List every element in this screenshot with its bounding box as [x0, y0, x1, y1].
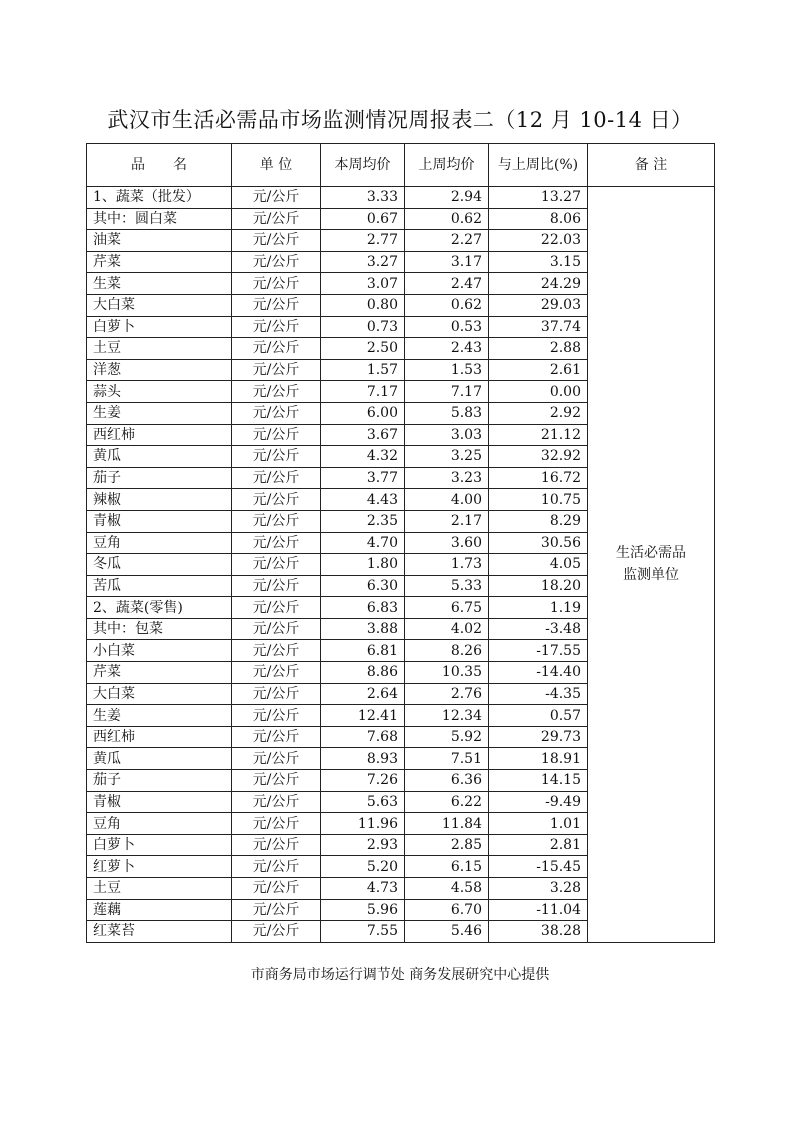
cell-last-week: 7.51 [405, 748, 489, 770]
cell-unit: 元/公斤 [232, 770, 321, 792]
cell-change: -17.55 [489, 640, 588, 662]
table-header-row [87, 144, 715, 187]
cell-this-week: 5.63 [321, 791, 405, 813]
cell-this-week: 5.20 [321, 856, 405, 878]
cell-unit: 元/公斤 [232, 813, 321, 835]
cell-change: -11.04 [489, 899, 588, 921]
cell-unit: 元/公斤 [232, 856, 321, 878]
cell-this-week: 6.00 [321, 402, 405, 424]
cell-name: 1、蔬菜（批发） [87, 187, 232, 209]
cell-unit: 元/公斤 [232, 187, 321, 209]
cell-last-week: 2.94 [405, 187, 489, 209]
cell-unit: 元/公斤 [232, 748, 321, 770]
cell-last-week: 2.43 [405, 338, 489, 360]
cell-unit: 元/公斤 [232, 294, 321, 316]
report-title: 武汉市生活必需品市场监测情况周报表二（12 月 10-14 日） [107, 108, 693, 132]
cell-unit: 元/公斤 [232, 316, 321, 338]
cell-last-week: 11.84 [405, 813, 489, 835]
cell-last-week: 3.60 [405, 532, 489, 554]
cell-change: 4.05 [489, 554, 588, 576]
cell-last-week: 0.53 [405, 316, 489, 338]
cell-change: 8.06 [489, 208, 588, 230]
cell-change: -15.45 [489, 856, 588, 878]
cell-name: 茄子 [87, 467, 232, 489]
cell-change: 8.29 [489, 510, 588, 532]
cell-unit: 元/公斤 [232, 446, 321, 468]
cell-this-week: 4.32 [321, 446, 405, 468]
cell-name: 其中：包菜 [87, 618, 232, 640]
cell-this-week: 7.55 [321, 921, 405, 943]
cell-unit: 元/公斤 [232, 662, 321, 684]
cell-this-week: 7.17 [321, 381, 405, 403]
cell-change: 2.81 [489, 834, 588, 856]
cell-unit: 元/公斤 [232, 338, 321, 360]
cell-name: 大白菜 [87, 683, 232, 705]
cell-this-week: 3.67 [321, 424, 405, 446]
cell-last-week: 10.35 [405, 662, 489, 684]
cell-name: 黄瓜 [87, 446, 232, 468]
cell-last-week: 0.62 [405, 208, 489, 230]
cell-last-week: 2.47 [405, 273, 489, 295]
cell-unit: 元/公斤 [232, 726, 321, 748]
cell-change: 2.88 [489, 338, 588, 360]
cell-this-week: 4.43 [321, 489, 405, 511]
cell-name: 青椒 [87, 791, 232, 813]
cell-name: 大白菜 [87, 294, 232, 316]
cell-name: 豆角 [87, 532, 232, 554]
header-change: 与上周比(%) [489, 144, 588, 187]
cell-name: 冬瓜 [87, 554, 232, 576]
cell-unit: 元/公斤 [232, 554, 321, 576]
cell-last-week: 1.53 [405, 359, 489, 381]
cell-this-week: 5.96 [321, 899, 405, 921]
cell-last-week: 5.83 [405, 402, 489, 424]
cell-this-week: 4.73 [321, 878, 405, 900]
cell-name: 西红柿 [87, 726, 232, 748]
cell-name: 红菜苔 [87, 921, 232, 943]
cell-name: 辣椒 [87, 489, 232, 511]
cell-name: 苦瓜 [87, 575, 232, 597]
cell-unit: 元/公斤 [232, 683, 321, 705]
cell-change: 1.01 [489, 813, 588, 835]
cell-unit: 元/公斤 [232, 424, 321, 446]
cell-last-week: 2.17 [405, 510, 489, 532]
cell-change: 16.72 [489, 467, 588, 489]
cell-change: 30.56 [489, 532, 588, 554]
cell-last-week: 12.34 [405, 705, 489, 727]
cell-unit: 元/公斤 [232, 618, 321, 640]
cell-this-week: 0.73 [321, 316, 405, 338]
header-unit: 单 位 [232, 144, 321, 187]
cell-unit: 元/公斤 [232, 834, 321, 856]
cell-this-week: 0.67 [321, 208, 405, 230]
cell-this-week: 3.88 [321, 618, 405, 640]
cell-change: 2.61 [489, 359, 588, 381]
cell-this-week: 7.68 [321, 726, 405, 748]
cell-name: 洋葱 [87, 359, 232, 381]
cell-name: 白萝卜 [87, 316, 232, 338]
cell-change: 38.28 [489, 921, 588, 943]
header-name: 品 名 [87, 144, 232, 187]
cell-change: 29.03 [489, 294, 588, 316]
cell-unit: 元/公斤 [232, 705, 321, 727]
cell-this-week: 6.81 [321, 640, 405, 662]
cell-unit: 元/公斤 [232, 467, 321, 489]
cell-change: 3.15 [489, 251, 588, 273]
cell-this-week: 6.83 [321, 597, 405, 619]
cell-change: 14.15 [489, 770, 588, 792]
cell-unit: 元/公斤 [232, 402, 321, 424]
cell-this-week: 1.80 [321, 554, 405, 576]
cell-change: 29.73 [489, 726, 588, 748]
cell-this-week: 1.57 [321, 359, 405, 381]
cell-last-week: 5.33 [405, 575, 489, 597]
cell-last-week: 3.23 [405, 467, 489, 489]
cell-last-week: 8.26 [405, 640, 489, 662]
cell-change: 0.00 [489, 381, 588, 403]
cell-name: 青椒 [87, 510, 232, 532]
cell-change: 37.74 [489, 316, 588, 338]
cell-name: 其中：圆白菜 [87, 208, 232, 230]
cell-this-week: 3.27 [321, 251, 405, 273]
cell-this-week: 3.33 [321, 187, 405, 209]
cell-name: 茄子 [87, 770, 232, 792]
cell-last-week: 7.17 [405, 381, 489, 403]
cell-this-week: 7.26 [321, 770, 405, 792]
cell-name: 芹菜 [87, 251, 232, 273]
cell-name: 土豆 [87, 338, 232, 360]
cell-change: -9.49 [489, 791, 588, 813]
cell-change: 1.19 [489, 597, 588, 619]
cell-name: 小白菜 [87, 640, 232, 662]
cell-last-week: 0.62 [405, 294, 489, 316]
cell-last-week: 2.27 [405, 230, 489, 252]
cell-this-week: 0.80 [321, 294, 405, 316]
cell-last-week: 6.70 [405, 899, 489, 921]
header-this-week: 本周均价 [321, 144, 405, 187]
cell-name: 油菜 [87, 230, 232, 252]
cell-last-week: 5.92 [405, 726, 489, 748]
cell-last-week: 6.75 [405, 597, 489, 619]
cell-unit: 元/公斤 [232, 899, 321, 921]
table-body [87, 187, 715, 943]
cell-unit: 元/公斤 [232, 208, 321, 230]
cell-name: 蒜头 [87, 381, 232, 403]
cell-this-week: 4.70 [321, 532, 405, 554]
cell-name: 土豆 [87, 878, 232, 900]
cell-name: 芹菜 [87, 662, 232, 684]
cell-this-week: 11.96 [321, 813, 405, 835]
cell-change: 2.92 [489, 402, 588, 424]
cell-change: 24.29 [489, 273, 588, 295]
cell-this-week: 12.41 [321, 705, 405, 727]
cell-name: 莲藕 [87, 899, 232, 921]
cell-note [588, 187, 715, 943]
cell-name: 白萝卜 [87, 834, 232, 856]
header-note: 备 注 [588, 144, 715, 187]
cell-last-week: 4.00 [405, 489, 489, 511]
cell-unit: 元/公斤 [232, 359, 321, 381]
cell-unit: 元/公斤 [232, 575, 321, 597]
cell-last-week: 2.85 [405, 834, 489, 856]
cell-unit: 元/公斤 [232, 597, 321, 619]
cell-unit: 元/公斤 [232, 230, 321, 252]
cell-change: 18.20 [489, 575, 588, 597]
cell-last-week: 3.03 [405, 424, 489, 446]
cell-name: 生姜 [87, 402, 232, 424]
cell-name: 2、蔬菜(零售) [87, 597, 232, 619]
cell-last-week: 6.36 [405, 770, 489, 792]
footer-source: 市商务局市场运行调节处 商务发展研究中心提供 [250, 967, 550, 983]
cell-unit: 元/公斤 [232, 251, 321, 273]
cell-change: 3.28 [489, 878, 588, 900]
cell-last-week: 4.02 [405, 618, 489, 640]
cell-this-week: 2.35 [321, 510, 405, 532]
cell-last-week: 4.58 [405, 878, 489, 900]
cell-last-week: 3.17 [405, 251, 489, 273]
cell-this-week: 2.93 [321, 834, 405, 856]
cell-this-week: 2.50 [321, 338, 405, 360]
cell-unit: 元/公斤 [232, 510, 321, 532]
cell-last-week: 6.22 [405, 791, 489, 813]
cell-change: -4.35 [489, 683, 588, 705]
cell-name: 生姜 [87, 705, 232, 727]
note-text: 生活必需品监测单位 [616, 545, 686, 584]
cell-change: 10.75 [489, 489, 588, 511]
cell-this-week: 2.77 [321, 230, 405, 252]
table-row [87, 187, 715, 209]
cell-change: 32.92 [489, 446, 588, 468]
cell-last-week: 6.15 [405, 856, 489, 878]
cell-last-week: 5.46 [405, 921, 489, 943]
price-table [86, 143, 715, 943]
cell-this-week: 3.77 [321, 467, 405, 489]
cell-this-week: 8.93 [321, 748, 405, 770]
cell-last-week: 3.25 [405, 446, 489, 468]
cell-unit: 元/公斤 [232, 878, 321, 900]
cell-name: 红萝卜 [87, 856, 232, 878]
cell-this-week: 8.86 [321, 662, 405, 684]
cell-this-week: 3.07 [321, 273, 405, 295]
cell-change: 18.91 [489, 748, 588, 770]
cell-this-week: 2.64 [321, 683, 405, 705]
cell-change: -14.40 [489, 662, 588, 684]
cell-change: 22.03 [489, 230, 588, 252]
cell-last-week: 1.73 [405, 554, 489, 576]
cell-unit: 元/公斤 [232, 273, 321, 295]
cell-unit: 元/公斤 [232, 532, 321, 554]
cell-name: 黄瓜 [87, 748, 232, 770]
cell-unit: 元/公斤 [232, 489, 321, 511]
cell-change: 13.27 [489, 187, 588, 209]
cell-name: 生菜 [87, 273, 232, 295]
cell-last-week: 2.76 [405, 683, 489, 705]
cell-change: -3.48 [489, 618, 588, 640]
cell-change: 21.12 [489, 424, 588, 446]
cell-unit: 元/公斤 [232, 791, 321, 813]
cell-name: 豆角 [87, 813, 232, 835]
cell-this-week: 6.30 [321, 575, 405, 597]
cell-change: 0.57 [489, 705, 588, 727]
cell-unit: 元/公斤 [232, 381, 321, 403]
header-last-week: 上周均价 [405, 144, 489, 187]
cell-unit: 元/公斤 [232, 921, 321, 943]
cell-unit: 元/公斤 [232, 640, 321, 662]
cell-name: 西红柿 [87, 424, 232, 446]
